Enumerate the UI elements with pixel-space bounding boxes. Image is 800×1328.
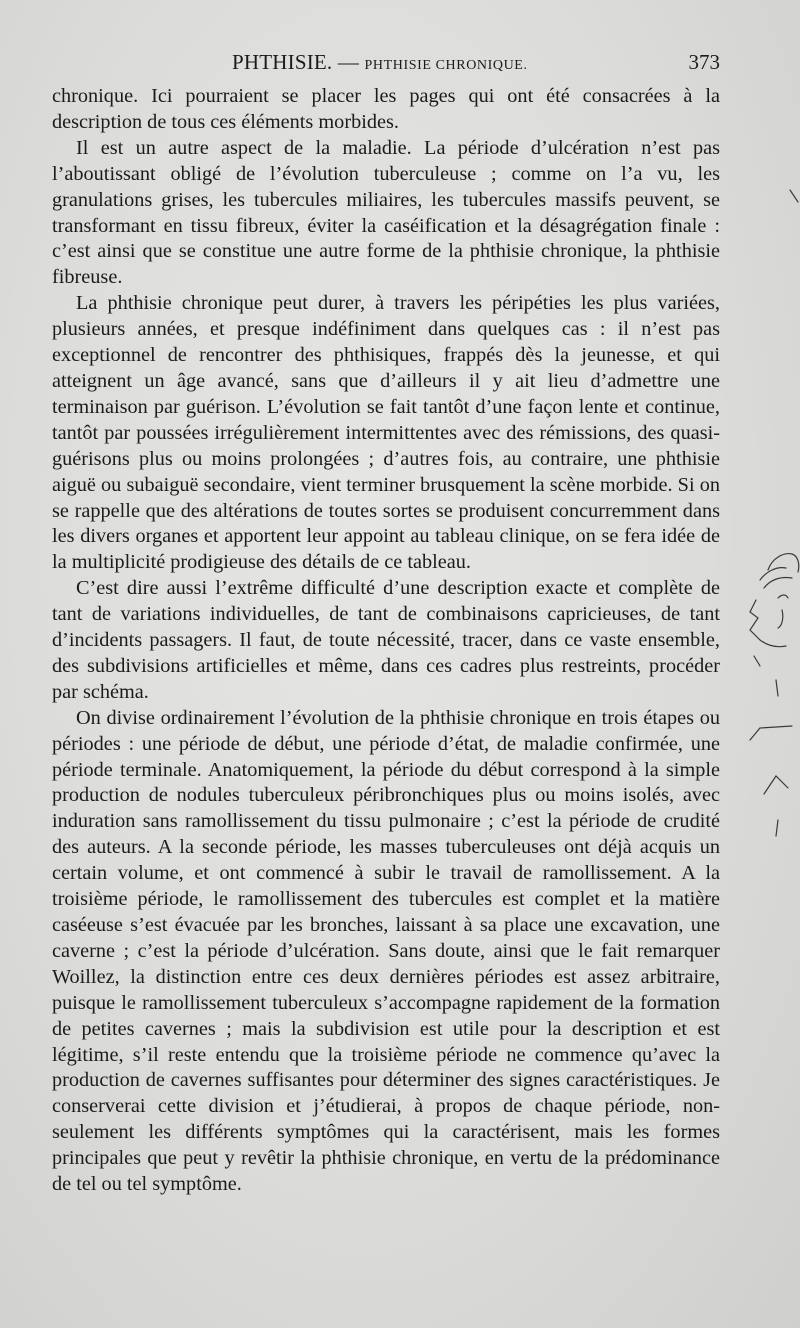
running-head-title: PHTHISIE. — [232, 50, 333, 74]
paragraph: chronique. Ici pourraient se placer les pages qui ont été consacrées à la description de tous ces éléments morbides. — [52, 85, 720, 133]
paragraph: C’est dire aussi l’extrême difficulté d’une description exacte et complète de tant de variations individuelles, de tant de combinaisons capricieuses, de tant d’incidents passagers. Il faut, de toute nécessité, tracer, dans ce vaste ensemble, des subdivisions artificielles et même, dans ces cadres plus restreints, procéder par schéma. — [52, 577, 720, 703]
running-head — [232, 50, 528, 75]
paragraph: La phthisie chronique peut durer, à travers les péripéties les plus variées, plusieurs années, et presque indéfiniment dans quelques cas : il n’est pas exceptionnel de rencontrer des phthisiques, frappés dès la jeunesse, et qui atteignent un âge avancé, sans que d’ailleurs il y ait lieu d’admettre une terminaison par guérison. L’évolution se fait tantôt d’une façon lente et continue, tantôt par poussées irrégulièrement intermittentes avec des rémissions, des quasi-guérisons plus ou moins prolongées ; d’autres fois, au contraire, une phthisie aiguë ou subaiguë secondaire, vient terminer brusquement la scène morbide. Si on se rappelle que des altérations de toutes sortes se produisent concurremment dans les divers organes et apportent leur appoint au tableau clinique, on se fera idée de la multiplicité prodigieuse des détails de ce tableau. — [52, 292, 720, 574]
margin-sketch — [720, 180, 800, 860]
paragraph: Il est un autre aspect de la maladie. La période d’ulcération n’est pas l’aboutissant obligé de l’évolution tuberculeuse ; comme on l’a vu, les granulations grises, les tubercules miliaires, les tubercules massifs peuvent, se transformant en tissu fibreux, éviter la caséification et la désagrégation finale : c’est ainsi que se constitue une autre forme de la phthisie chronique, la phthisie fibreuse. — [52, 136, 720, 289]
running-head-subtitle: PHTHISIE CHRONIQUE. — [364, 58, 528, 73]
body-text — [52, 84, 720, 1198]
paragraph: On divise ordinairement l’évolution de la phthisie chronique en trois étapes ou périodes : une période de début, une période d’état, de maladie confirmée, une période terminale. Anatomiquement, la période du début correspond à la simple production de nodules tuberculeux péribronchiques plus ou moins isolés, avec induration sans ramollissement du tissu pulmonaire ; c’est la période de crudité des auteurs. A la seconde période, les masses tuberculeuses ont déjà acquis un certain volume, et ont commencé à subir le travail de ramollissement. A la troisième période, le ramollissement des tubercules est complet et la matière caséeuse s’est évacuée par les bronches, laissant à sa place une excavation, une caverne ; c’est la période d’ulcération. Sans doute, ainsi que le fait remarquer Woillez, la distinction entre ces deux dernières périodes est assez arbitraire, puisque le ramollissement tuberculeux s’accompagne rapidement de la formation de petites cavernes ; mais la subdivision est utile pour la description et est légitime, s’il reste entendu que la troisième période ne commence qu’avec la production de cavernes suffisantes pour déterminer des signes caractéristiques. Je conserverai cette division et j’étudierai, à propos de chaque période, non-seulement les différents symptômes qui la caractérisent, mais les formes principales que peut y revêtir la phthisie chronique, en vertu de la prédominance de tel ou tel symptôme. — [52, 706, 720, 1196]
running-head-dash: — — [337, 50, 360, 74]
page-number: 373 — [688, 50, 720, 74]
page-header — [52, 50, 720, 78]
